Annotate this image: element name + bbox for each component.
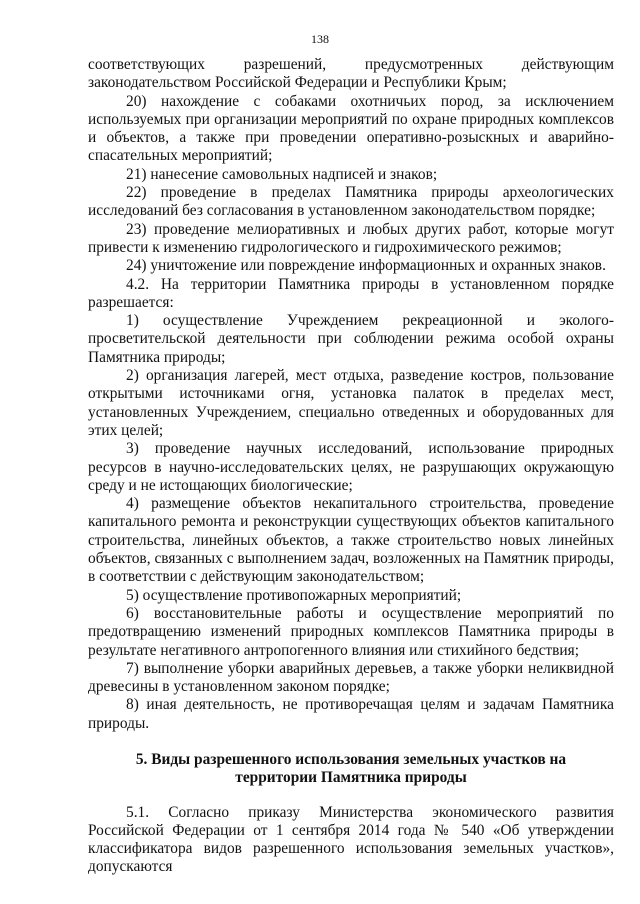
- paragraph: 8) иная деятельность, не противоречащая целям и задачам Памятника природы.: [88, 696, 614, 732]
- page-number: 138: [311, 32, 329, 46]
- section-heading: [88, 751, 614, 788]
- paragraph: 2) организация лагерей, мест отдыха, разведение костров, пользование открытыми источниками огня, установка палаток в пределах мест, установленных Учреждением, специально отведенных и оборудованных для этих целей;: [88, 367, 614, 439]
- paragraph: 22) проведение в пределах Памятника природы археологических исследований без согласования в установленном законодательством порядке;: [88, 184, 614, 220]
- paragraph: 21) нанесение самовольных надписей и знаков;: [126, 165, 438, 183]
- paragraph: 7) выполнение уборки аварийных деревьев, а также уборки неликвидной древесины в установленном законом порядке;: [88, 659, 614, 696]
- heading-spacer: [88, 788, 614, 804]
- paragraphs-before-heading: [88, 56, 614, 733]
- paragraph: 3) проведение научных исследований, использование природных ресурсов в научно-исследовательских целях, не разрушающих окружающую среду и не истощающих биологические;: [88, 440, 614, 494]
- paragraph: 4) размещение объектов некапитального строительства, проведение капитального ремонта и реконструкции существующих объектов капитального строительства, линейных объектов, а также строительство новых линейных объектов, связанных с выполнением задач, возложенных на Памятник природы, в соответствии с действующим законодательством;: [88, 495, 614, 586]
- paragraph: 5.1. Согласно приказу Министерства экономического развития Российской Федерации от 1 сентября 2014 года № 540 «Об утверждении классификатора видов разрешенного использования земельных участков», допускаются: [88, 803, 614, 876]
- section-heading-line-1: 5. Виды разрешенного использования земельных участков на: [135, 750, 567, 768]
- paragraph: 4.2. На территории Памятника природы в установленном порядке разрешается:: [88, 275, 614, 311]
- paragraph: 6) восстановительные работы и осуществление мероприятий по предотвращению изменений природных комплексов Памятника природы в результате негативного антропогенного влияния или стихийного бедствия;: [88, 604, 614, 659]
- paragraphs-after-heading: [88, 804, 614, 877]
- section-heading-line-2: территории Памятника природы: [235, 769, 467, 787]
- paragraph: 20) нахождение с собаками охотничьих пород, за исключением используемых при организации мероприятий по охране природных комплексов и объектов, а также при проведении оперативно-розыскных и аварийно-спасательных мероприятий;: [88, 92, 614, 165]
- paragraph: 23) проведение мелиоративных и любых других работ, которые могут привести к изменению гидрологического и гидрохимического режимов;: [88, 220, 614, 256]
- paragraph: 5) осуществление противопожарных мероприятий;: [126, 586, 462, 604]
- document-body: [88, 56, 614, 877]
- paragraph: 24) уничтожение или повреждение информационных и охранных знаков.: [126, 257, 606, 275]
- paragraph: соответствующих разрешений, предусмотренных действующим законодательством Российской Федерации и Республики Крым;: [88, 56, 614, 92]
- paragraph: 1) осуществление Учреждением рекреационной и эколого-просветительской деятельности при соблюдении режима особой охраны Памятника природы;: [88, 312, 614, 366]
